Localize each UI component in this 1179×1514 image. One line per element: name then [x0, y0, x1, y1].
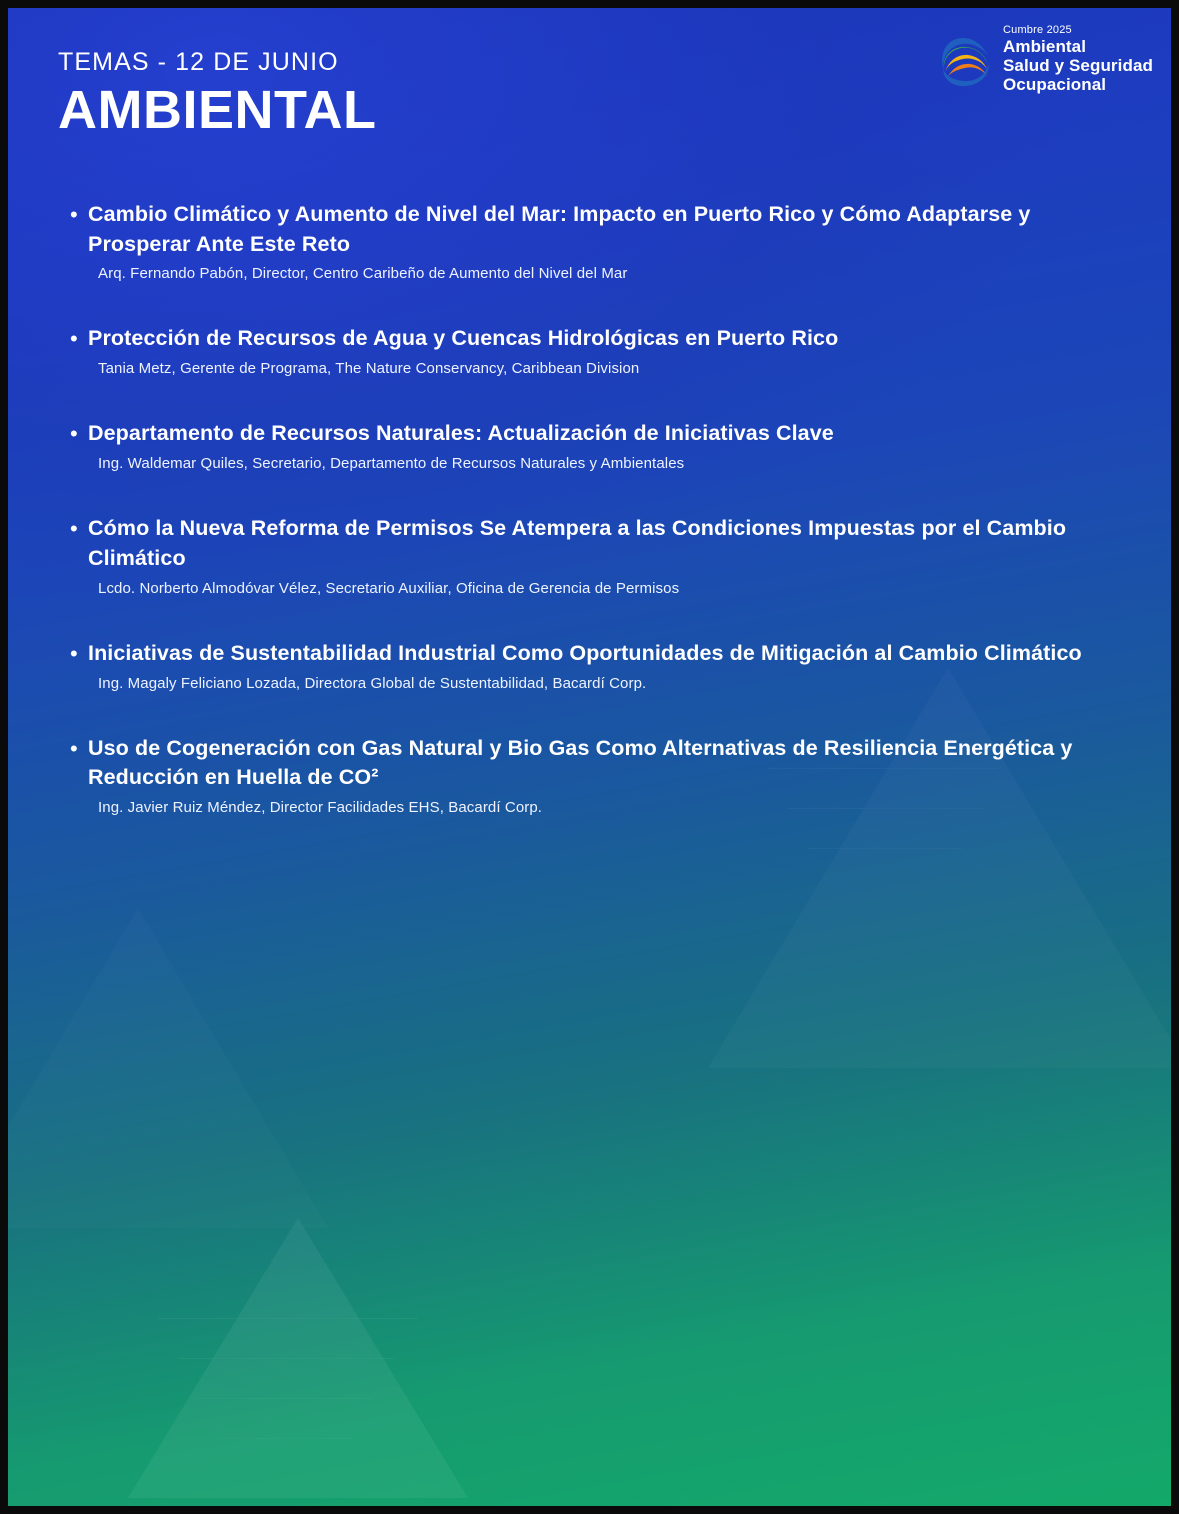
- session-title: Uso de Cogeneración con Gas Natural y Bio Gas Como Alternativas de Resiliencia Energética y Reducción en Huella de CO²: [88, 735, 1073, 790]
- slide-header: [58, 48, 376, 141]
- session-speaker: Ing. Waldemar Quiles, Secretario, Departamento de Recursos Naturales y Ambientales: [98, 455, 685, 473]
- bullet-icon: •: [70, 421, 78, 447]
- list-item: [70, 514, 1120, 596]
- session-title: Cómo la Nueva Reforma de Permisos Se Atempera a las Condiciones Impuestas por el Cambio Climático: [88, 516, 1067, 570]
- event-logo: [939, 24, 1153, 94]
- bullet-icon: •: [70, 516, 78, 542]
- session-speaker: Ing. Javier Ruiz Méndez, Director Facilidades EHS, Bacardí Corp.: [98, 798, 543, 816]
- session-title: Departamento de Recursos Naturales: Actualización de Iniciativas Clave: [88, 421, 834, 446]
- list-item: [70, 200, 1120, 282]
- agenda-list: [70, 200, 1120, 858]
- session-title: Cambio Climático y Aumento de Nivel del Mar: Impacto en Puerto Rico y Cómo Adaptarse y Prosperar Ante Este Reto: [88, 202, 1031, 256]
- slide-page: [8, 8, 1171, 1506]
- session-speaker: Tania Metz, Gerente de Programa, The Nature Conservancy, Caribbean Division: [98, 360, 640, 378]
- logo-line-1: Ambiental: [1002, 37, 1087, 57]
- session-title: Iniciativas de Sustentabilidad Industrial Como Oportunidades de Mitigación al Cambio Climático: [88, 640, 1082, 665]
- session-speaker: Ing. Magaly Feliciano Lozada, Directora Global de Sustentabilidad, Bacardí Corp.: [98, 674, 647, 692]
- logo-year: Cumbre 2025: [1002, 24, 1072, 36]
- logo-line-2: Salud y Seguridad: [1002, 56, 1153, 76]
- list-item: [70, 734, 1120, 816]
- session-title: Protección de Recursos de Agua y Cuencas Hidrológicas en Puerto Rico: [88, 326, 839, 351]
- cumbre-swoosh-icon: [939, 34, 995, 90]
- event-logo-text: [1003, 24, 1153, 94]
- bullet-icon: •: [70, 326, 78, 352]
- page-title: AMBIENTAL: [58, 80, 377, 140]
- bullet-icon: •: [70, 640, 78, 666]
- session-speaker: Arq. Fernando Pabón, Director, Centro Caribeño de Aumento del Nivel del Mar: [98, 265, 628, 283]
- slide-kicker: TEMAS - 12 DE JUNIO: [58, 48, 339, 76]
- logo-line-3: Ocupacional: [1002, 75, 1107, 95]
- list-item: [70, 639, 1120, 692]
- session-speaker: Lcdo. Norberto Almodóvar Vélez, Secretario Auxiliar, Oficina de Gerencia de Permisos: [98, 579, 680, 597]
- bullet-icon: •: [70, 735, 78, 761]
- list-item: [70, 324, 1120, 377]
- bullet-icon: •: [70, 202, 78, 227]
- list-item: [70, 419, 1120, 472]
